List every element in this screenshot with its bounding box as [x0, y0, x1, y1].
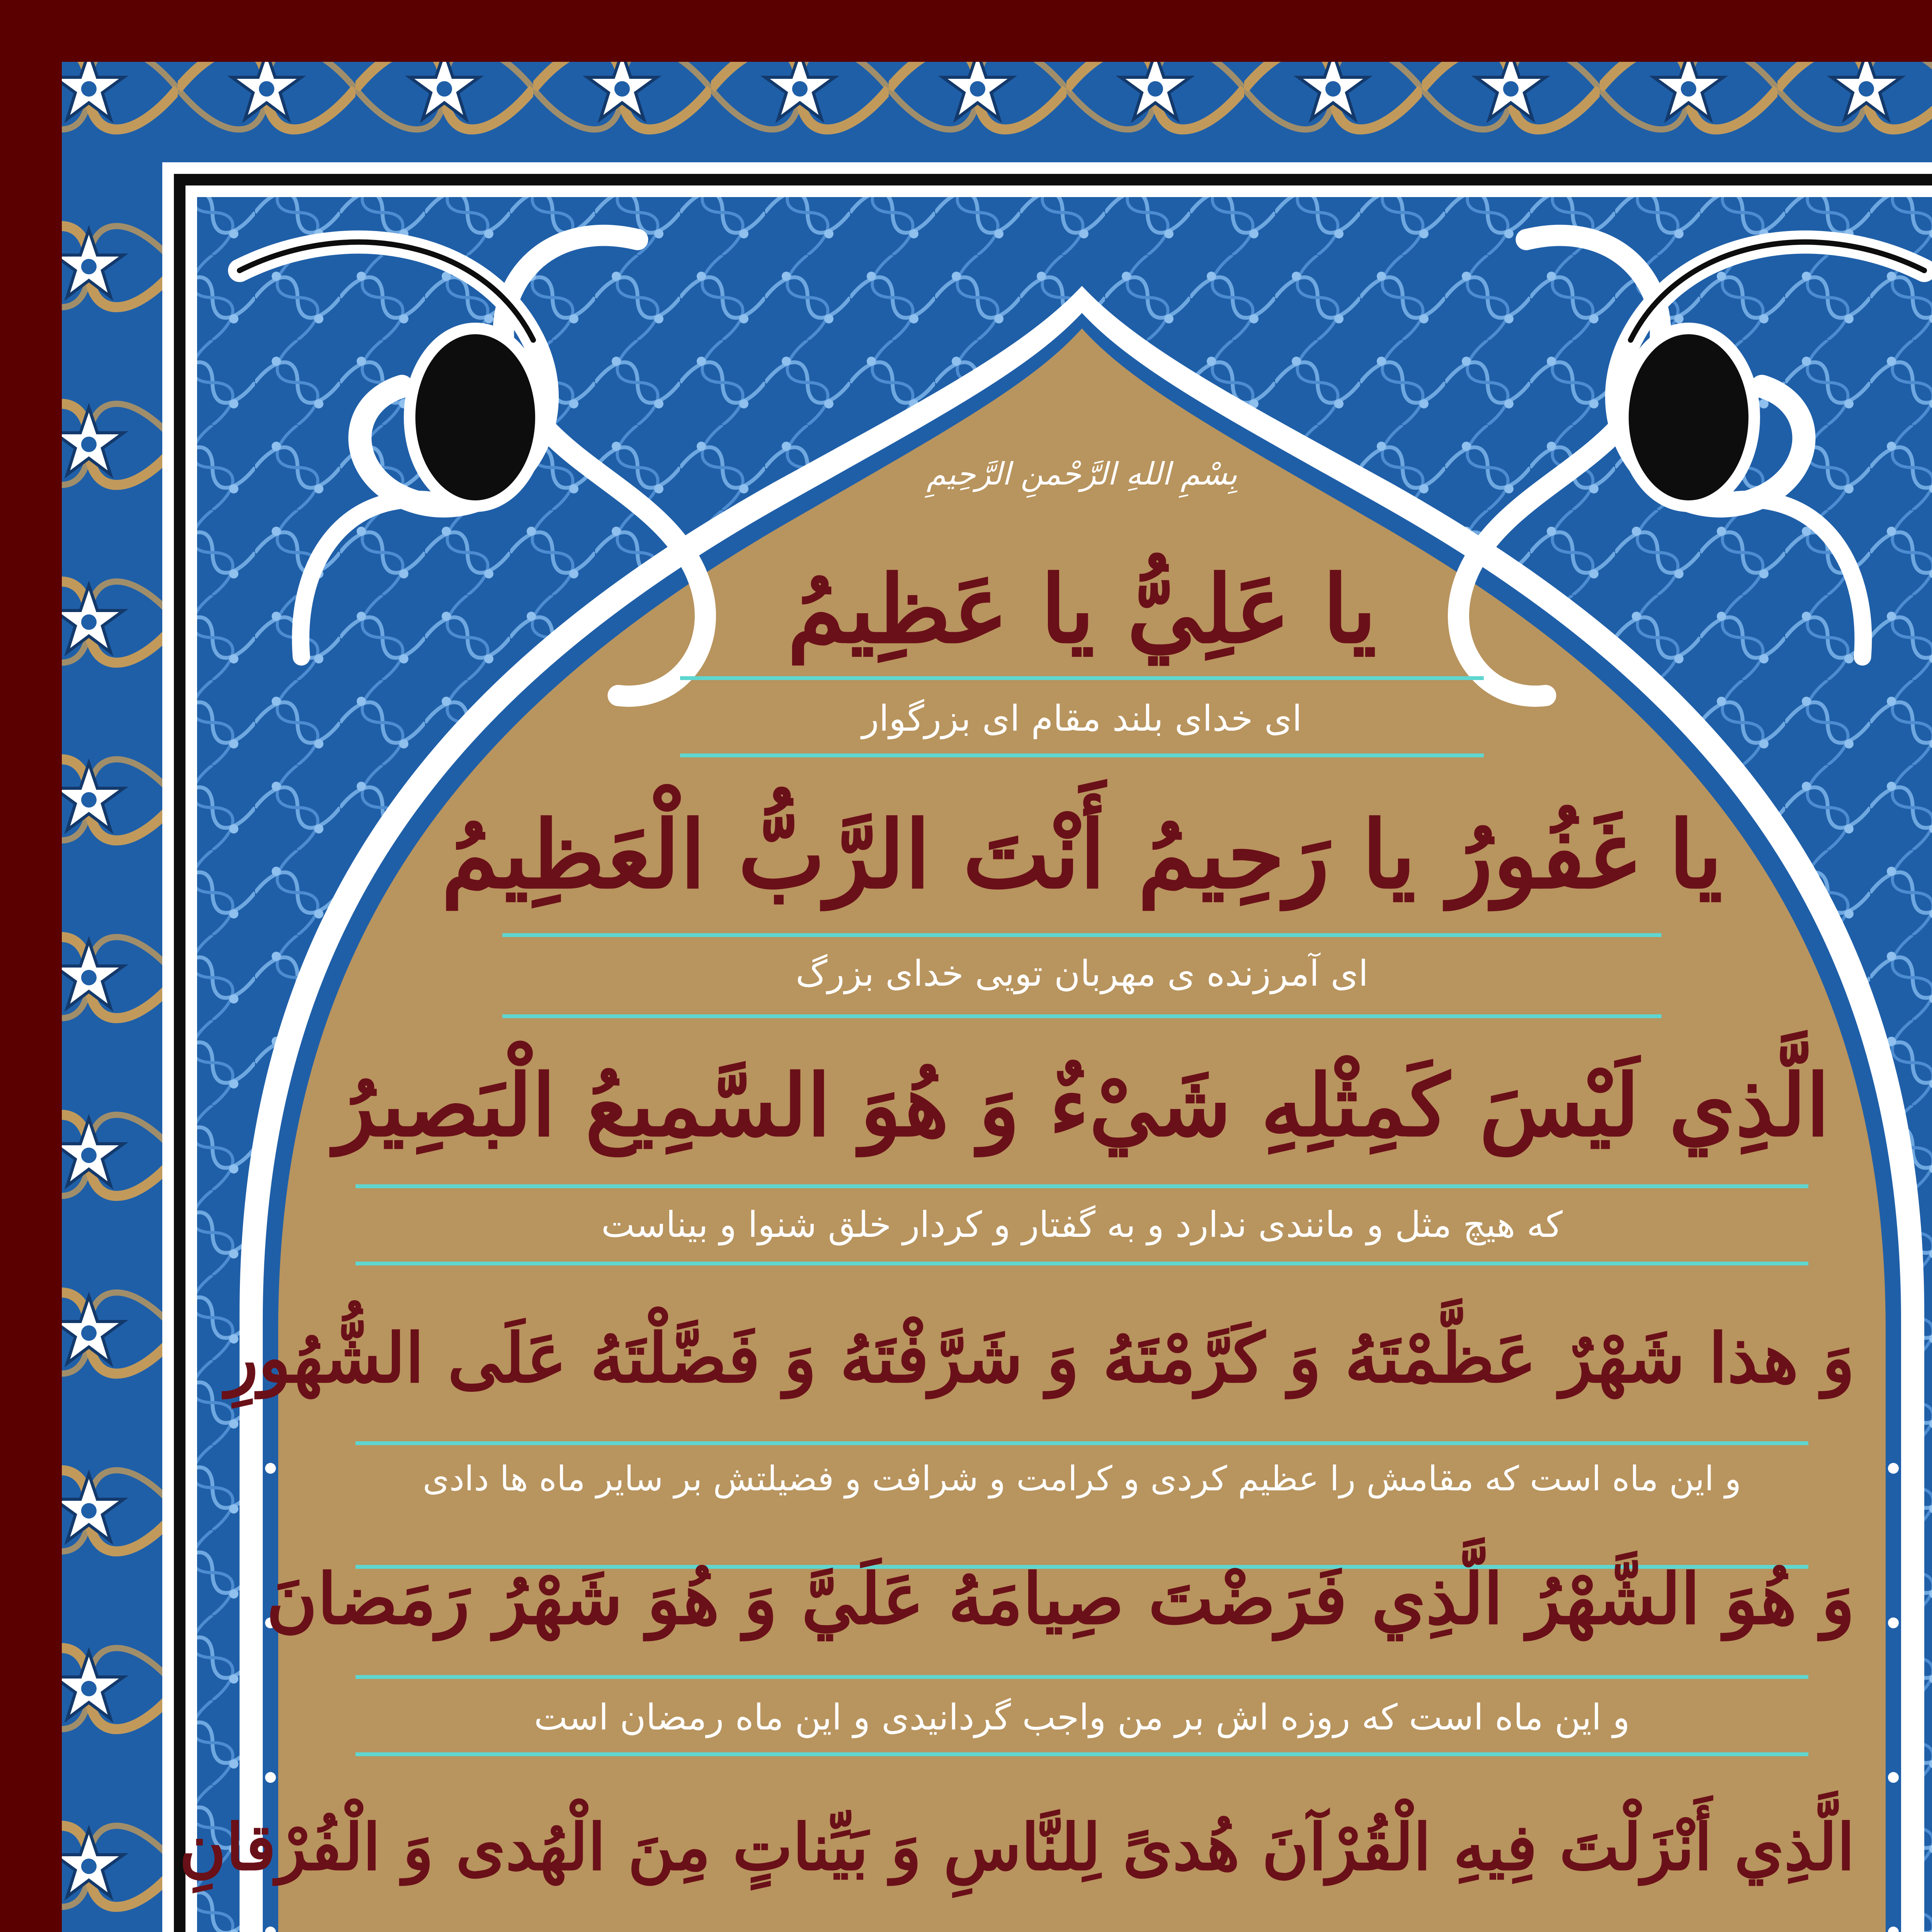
arabic-line-4: وَ هذا شَهْرٌ عَظَّمْتَهُ وَ كَرَّمْتَهُ وَ شَرَّفْتَهُ وَ فَضَّلْتَهُ عَلَى الشُّهُورِ — [225, 1319, 1855, 1398]
arabic-line-6: الَّذِي أَنْزَلْتَ فِيهِ الْقُرْآنَ هُدىً لِلنَّاسِ وَ بَيِّناتٍ مِنَ الْهُدى وَ الْفُرْقانِ — [179, 1810, 1855, 1884]
basmala: بِسْمِ اللهِ الرَّحْمنِ الرَّحِيمِ — [926, 456, 1238, 492]
arabic-line-5: وَ هُوَ الشَّهْرُ الَّذِي فَرَضْتَ صِيامَهُ عَلَيَّ وَ هُوَ شَهْرُ رَمَضانَ — [266, 1558, 1855, 1640]
arabic-line-3: الَّذِي لَيْسَ كَمِثْلِهِ شَيْءٌ وَ هُوَ السَّمِيعُ الْبَصِيرُ — [334, 1055, 1830, 1155]
persian-line-5: و این ماه است که روزه اش بر من واجب گردانیدی و این ماه رمضان است — [534, 1697, 1630, 1738]
persian-line-4: و این ماه است که مقامش را عظیم کردی و کرامت و شرافت و فضیلتش بر سایر ماه ها دادی — [422, 1459, 1742, 1498]
arabic-line-2: يا غَفُورُ يا رَحِيمُ أَنْتَ الرَّبُّ الْعَظِيمُ — [441, 800, 1723, 909]
persian-line-1: ای خدای بلند مقام ای بزرگوار — [862, 698, 1302, 739]
persian-line-3: که هیچ مثل و مانندی ندارد و به گفتار و کردار خلق شنوا و بیناست — [601, 1204, 1563, 1245]
arabic-line-1: يا عَلِيُّ يا عَظِيمُ — [787, 555, 1377, 664]
persian-line-2: ای آمرزنده ی مهربان تویی خدای بزرگ — [795, 953, 1369, 994]
